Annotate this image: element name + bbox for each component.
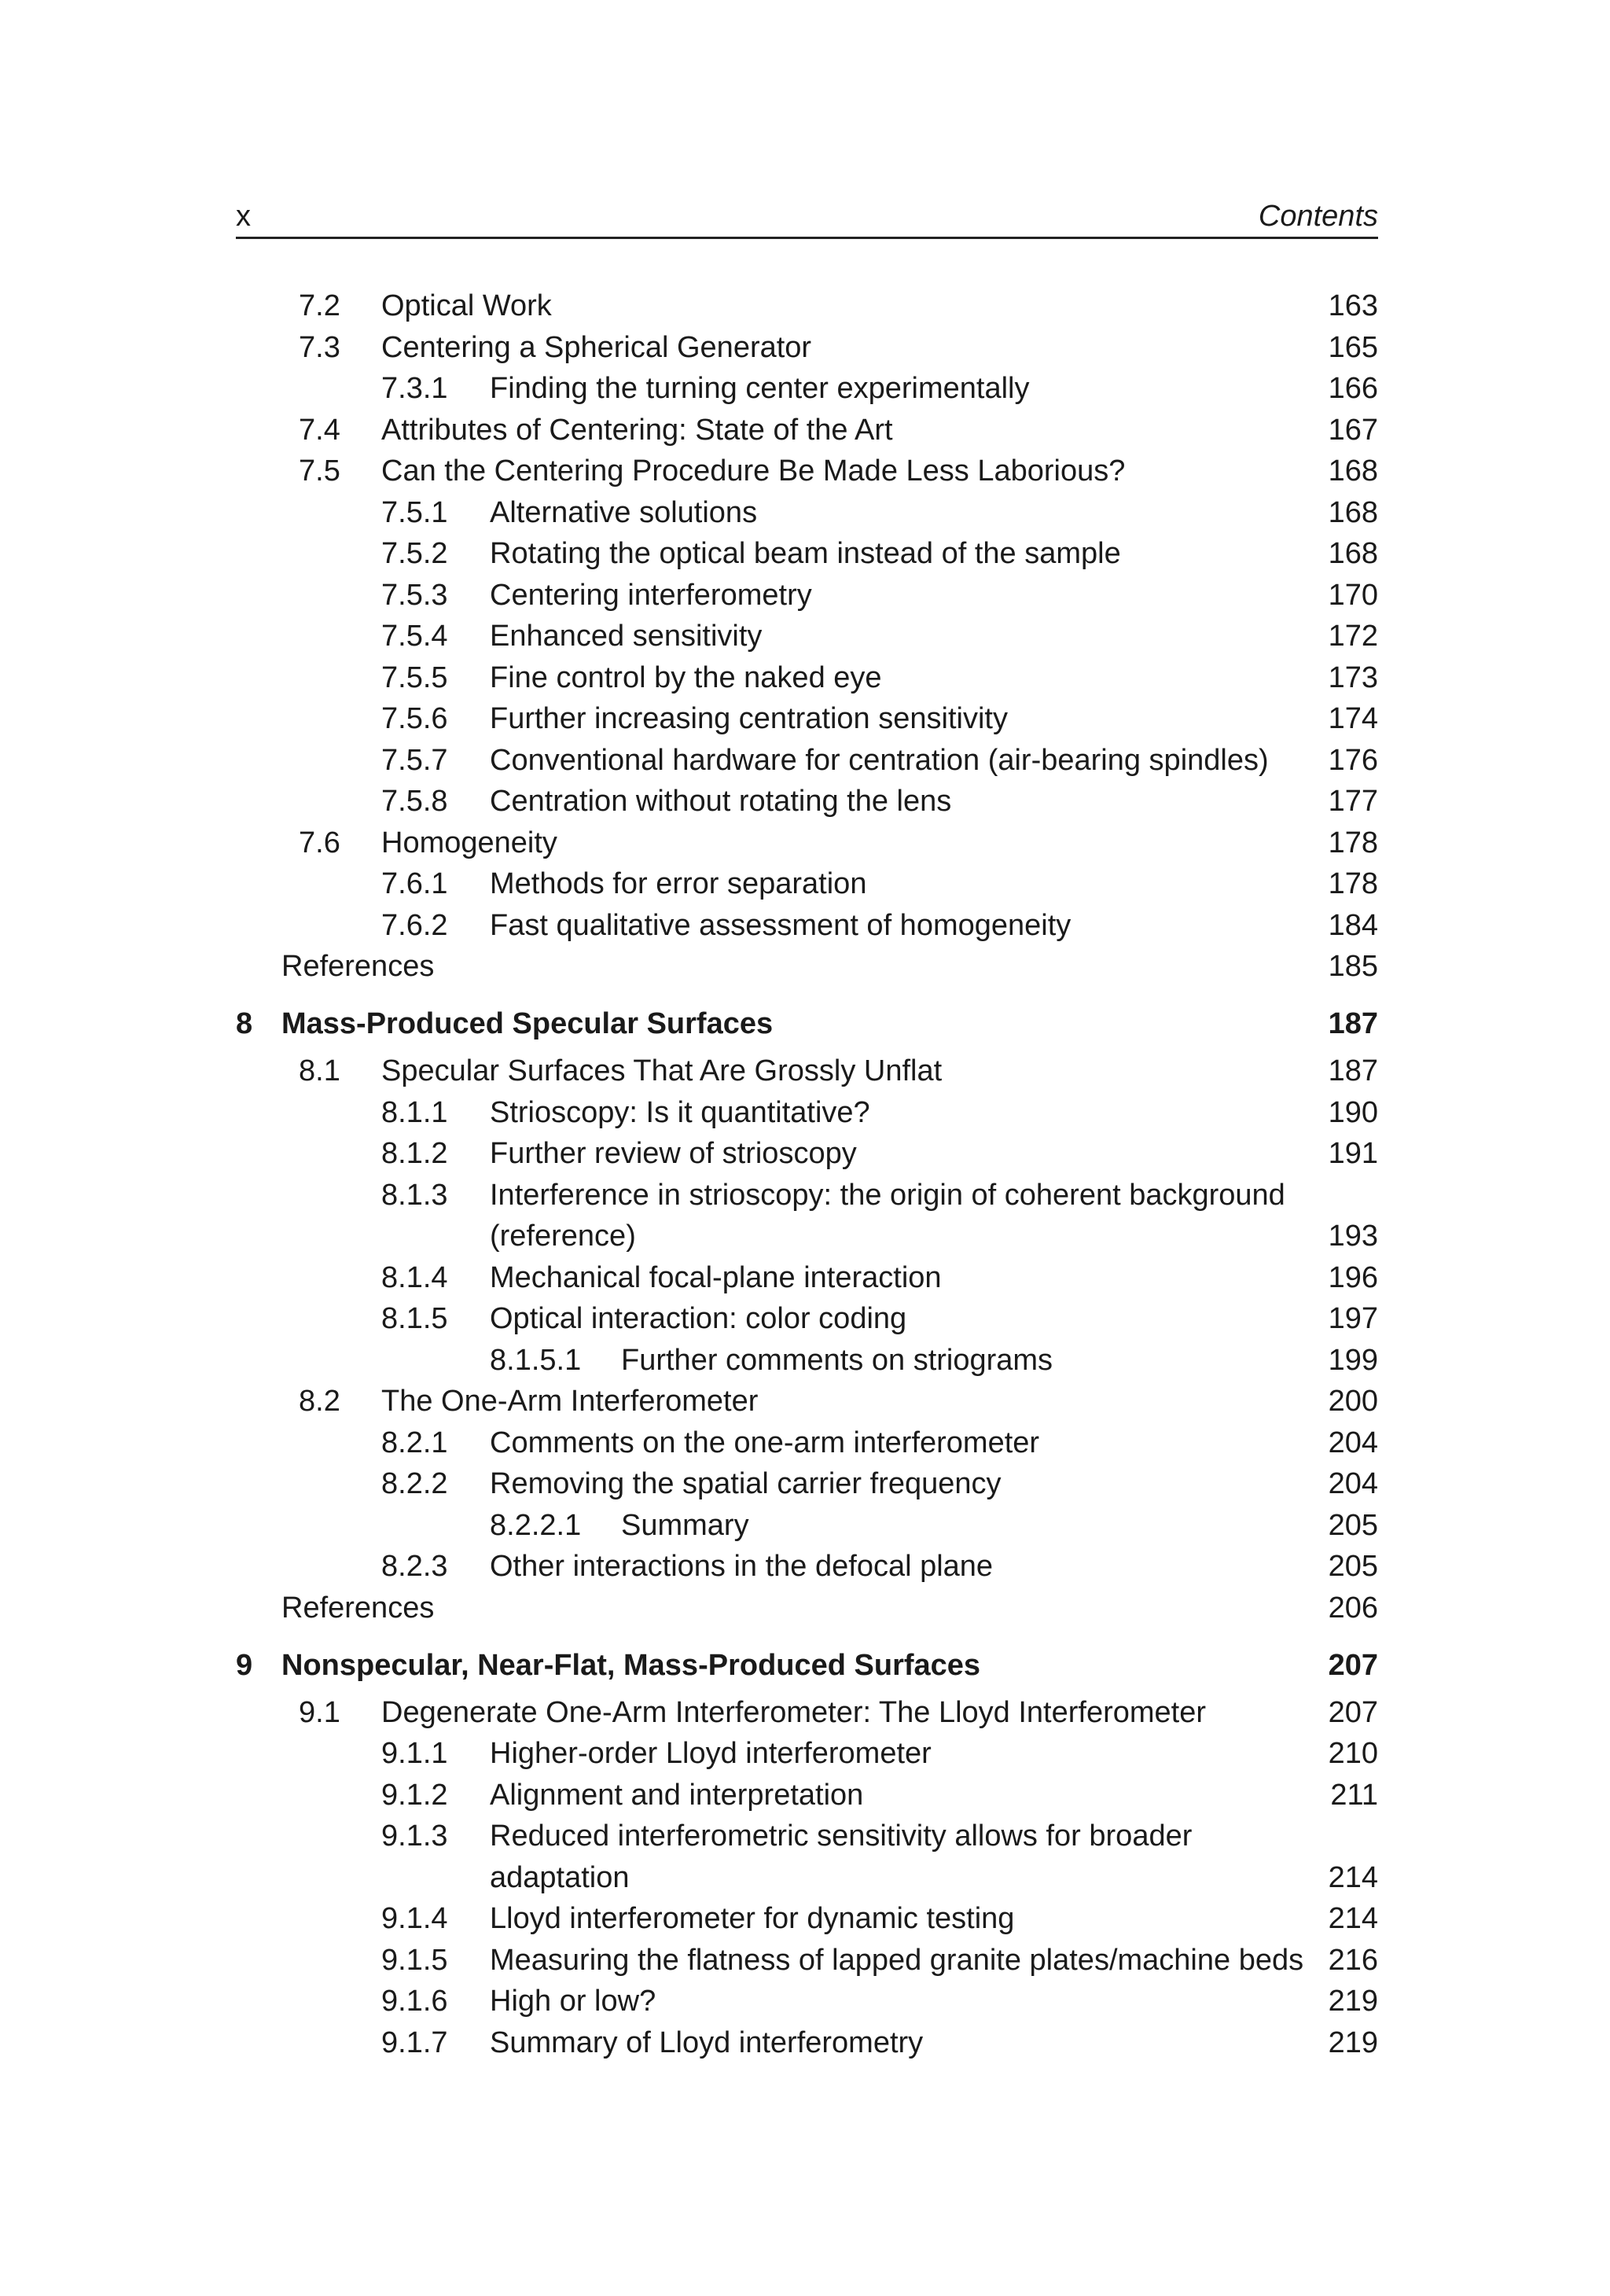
toc-entry-title: Centering a Spherical Generator [381, 331, 812, 364]
toc-entry-title: Other interactions in the defocal plane [490, 1550, 994, 1583]
toc-entry-page: 174 [1328, 702, 1378, 735]
page-folio: x [236, 200, 251, 233]
toc-entry-number: 9.1.7 [381, 2026, 448, 2059]
toc-entry-number: 9.1.5 [381, 1944, 448, 1977]
toc-references-entry [0, 948, 1610, 984]
toc-entry [0, 1942, 1610, 1978]
toc-entry-page: 214 [1328, 1861, 1378, 1894]
toc-entry [0, 1342, 1610, 1378]
toc-entry-page: 216 [1328, 1944, 1378, 1977]
toc-entry-page: 168 [1328, 454, 1378, 488]
toc-entry-title: Measuring the flatness of lapped granite plates/machine beds [490, 1944, 1304, 1977]
toc-entry-title: Optical Work [381, 289, 552, 322]
toc-entry-page: 219 [1328, 2026, 1378, 2059]
toc-entry-page: 177 [1328, 785, 1378, 818]
toc-entry-title: Fine control by the naked eye [490, 661, 882, 694]
toc-entry-title: Mechanical focal-plane interaction [490, 1261, 942, 1294]
toc-entry-page: 205 [1328, 1550, 1378, 1583]
toc-entry-title: Finding the turning center experimentally [490, 372, 1030, 405]
toc-entry-page: 204 [1328, 1467, 1378, 1500]
toc-entry-number: 8.2.1 [381, 1426, 448, 1459]
toc-chapter-entry [0, 1006, 1610, 1042]
toc-entry [0, 370, 1610, 407]
running-title: Contents [1258, 200, 1378, 233]
toc-entry [0, 1548, 1610, 1584]
toc-entry-page: 211 [1330, 1779, 1378, 1812]
toc-entry-page: 176 [1328, 744, 1378, 777]
toc-entry [0, 1383, 1610, 1419]
toc-entry-title: Centering interferometry [490, 579, 812, 612]
toc-entry-title: Attributes of Centering: State of the Art [381, 414, 893, 447]
toc-entry-number: 8.1.2 [381, 1137, 448, 1170]
toc-entry-number: 7.6.1 [381, 867, 448, 900]
toc-entry-page: 210 [1328, 1737, 1378, 1770]
toc-entry [0, 453, 1610, 489]
toc-entry [0, 742, 1610, 778]
toc-entry-page: 190 [1328, 1096, 1378, 1129]
toc-entry-number: 9.1.1 [381, 1737, 448, 1770]
toc-entry [0, 412, 1610, 448]
toc-entry [0, 783, 1610, 819]
toc-entry-title: Methods for error separation [490, 867, 867, 900]
toc-entry-page: 168 [1328, 496, 1378, 529]
toc-entry [0, 1425, 1610, 1461]
toc-entry-number: 9.1.6 [381, 1985, 448, 2018]
toc-entry [0, 866, 1610, 902]
toc-entry [0, 535, 1610, 572]
toc-entry [0, 1177, 1610, 1213]
toc-entry [0, 1900, 1610, 1937]
toc-entry [0, 577, 1610, 613]
toc-entry-number: 7.5.7 [381, 744, 448, 777]
toc-entry [0, 1053, 1610, 1089]
toc-entry-page: 206 [1328, 1591, 1378, 1624]
toc-entry [0, 1507, 1610, 1544]
toc-entry-number: 8.1.4 [381, 1261, 448, 1294]
toc-entry-title: Strioscopy: Is it quantitative? [490, 1096, 870, 1129]
toc-entry-page: 207 [1328, 1696, 1378, 1729]
toc-entry-number: 7.2 [299, 289, 340, 322]
toc-entry-number: 7.5.1 [381, 496, 448, 529]
toc-entry-page: 168 [1328, 537, 1378, 570]
toc-entry-page: 178 [1328, 867, 1378, 900]
toc-entry [0, 329, 1610, 366]
toc-entry-title: Homogeneity [381, 826, 557, 859]
toc-entry-page: 205 [1328, 1509, 1378, 1542]
toc-entry-number: 9.1.3 [381, 1820, 448, 1853]
toc-entry-title: Optical interaction: color coding [490, 1302, 907, 1335]
toc-entry-title: Rotating the optical beam instead of the sample [490, 537, 1121, 570]
toc-entry [0, 825, 1610, 861]
toc-entry-number: 8.1 [299, 1054, 340, 1087]
toc-entry-title: High or low? [490, 1985, 656, 2018]
toc-entry-number: 8 [236, 1007, 253, 1040]
toc-entry-number: 9.1 [299, 1696, 340, 1729]
toc-entry [0, 1301, 1610, 1337]
toc-entry-page: 173 [1328, 661, 1378, 694]
toc-entry-title: Conventional hardware for centration (air-bearing spindles) [490, 744, 1269, 777]
toc-entry-number: 7.5.3 [381, 579, 448, 612]
toc-entry [0, 1466, 1610, 1502]
toc-entry-number: 9.1.2 [381, 1779, 448, 1812]
toc-entry-title: Degenerate One-Arm Interferometer: The Lloyd Interferometer [381, 1696, 1207, 1729]
toc-entry-title: Enhanced sensitivity [490, 620, 763, 653]
toc-entry [0, 495, 1610, 531]
toc-entry [0, 1135, 1610, 1172]
toc-entry-page: 207 [1328, 1649, 1378, 1682]
toc-entry-title: Further comments on striograms [621, 1344, 1053, 1377]
toc-entry-page: 200 [1328, 1385, 1378, 1418]
toc-entry-page: 199 [1328, 1344, 1378, 1377]
toc-entry-page: 219 [1328, 1985, 1378, 2018]
toc-entry-title: Summary of Lloyd interferometry [490, 2026, 924, 2059]
toc-entry [0, 618, 1610, 654]
toc-entry-page: 191 [1328, 1137, 1378, 1170]
toc-entry [0, 1218, 1610, 1254]
toc-entry-number: 8.2.2 [381, 1467, 448, 1500]
toc-entry-title: Further review of strioscopy [490, 1137, 857, 1170]
toc-entry-title: Centration without rotating the lens [490, 785, 952, 818]
toc-entry-number: 7.5.8 [381, 785, 448, 818]
toc-entry [0, 1095, 1610, 1131]
toc-entry-title: Nonspecular, Near-Flat, Mass-Produced Surfaces [281, 1649, 981, 1682]
toc-entry [0, 1694, 1610, 1731]
toc-entry-page: 197 [1328, 1302, 1378, 1335]
toc-entry-title: References [281, 1591, 435, 1624]
toc-entry-number: 9 [236, 1649, 253, 1682]
toc-entry [0, 1818, 1610, 1854]
toc-entry-title: Further increasing centration sensitivity [490, 702, 1008, 735]
toc-entry-page: 166 [1328, 372, 1378, 405]
toc-entry-title: Higher-order Lloyd interferometer [490, 1737, 932, 1770]
toc-entry-title: Alternative solutions [490, 496, 758, 529]
toc-entry-page: 178 [1328, 826, 1378, 859]
toc-entry-title: Summary [621, 1509, 749, 1542]
toc-entry [0, 2025, 1610, 2061]
toc-entry-page: 163 [1328, 289, 1378, 322]
toc-entry-number: 9.1.4 [381, 1902, 448, 1935]
toc-entry [0, 701, 1610, 737]
toc-entry-number: 8.1.5.1 [490, 1344, 582, 1377]
toc-entry-title: Mass-Produced Specular Surfaces [281, 1007, 774, 1040]
toc-entry-title: The One-Arm Interferometer [381, 1385, 759, 1418]
toc-entry-title: Reduced interferometric sensitivity allows for broader [490, 1820, 1193, 1853]
toc-entry [0, 660, 1610, 696]
toc-entry-page: 193 [1328, 1220, 1378, 1253]
toc-entry-number: 7.3.1 [381, 372, 448, 405]
toc-entry-number: 7.5 [299, 454, 340, 488]
toc-entry-title: References [281, 950, 435, 983]
toc-entry-number: 8.2.2.1 [490, 1509, 582, 1542]
toc-chapter-entry [0, 1647, 1610, 1683]
toc-entry [0, 1860, 1610, 1896]
toc-entry-page: 167 [1328, 414, 1378, 447]
toc-entry-number: 8.1.3 [381, 1179, 448, 1212]
toc-entry-page: 187 [1328, 1007, 1378, 1040]
toc-entry-title: Alignment and interpretation [490, 1779, 864, 1812]
toc-entry-page: 187 [1328, 1054, 1378, 1087]
toc-entry-number: 7.4 [299, 414, 340, 447]
toc-entry-number: 7.6 [299, 826, 340, 859]
toc-entry-page: 196 [1328, 1261, 1378, 1294]
toc-entry-number: 7.5.5 [381, 661, 448, 694]
toc-entry [0, 1983, 1610, 2019]
toc-entry-number: 8.2.3 [381, 1550, 448, 1583]
toc-entry [0, 288, 1610, 324]
toc-entry-number: 8.1.1 [381, 1096, 448, 1129]
toc-entry-title: Fast qualitative assessment of homogeneity [490, 909, 1071, 942]
toc-entry-page: 165 [1328, 331, 1378, 364]
toc-entry-number: 8.1.5 [381, 1302, 448, 1335]
toc-references-entry [0, 1590, 1610, 1626]
toc-entry-title: Specular Surfaces That Are Grossly Unflat [381, 1054, 943, 1087]
toc-entry [0, 1735, 1610, 1772]
toc-entry-number: 7.3 [299, 331, 340, 364]
toc-entry [0, 907, 1610, 944]
toc-entry-title: Lloyd interferometer for dynamic testing [490, 1902, 1015, 1935]
toc-entry-number: 7.5.6 [381, 702, 448, 735]
toc-entry-number: 8.2 [299, 1385, 340, 1418]
toc-entry-page: 172 [1328, 620, 1378, 653]
toc-entry-title: Can the Centering Procedure Be Made Less Laborious? [381, 454, 1126, 488]
toc-entry [0, 1777, 1610, 1813]
toc-entry-title: Interference in strioscopy: the origin of coherent background [490, 1179, 1285, 1212]
toc-entry-title: Removing the spatial carrier frequency [490, 1467, 1002, 1500]
toc-entry-title: (reference) [490, 1220, 636, 1253]
toc-entry-title: adaptation [490, 1861, 630, 1894]
toc-entry-number: 7.6.2 [381, 909, 448, 942]
toc-entry-page: 214 [1328, 1902, 1378, 1935]
toc-entry-page: 184 [1328, 909, 1378, 942]
toc-entry-page: 185 [1328, 950, 1378, 983]
toc-entry-title: Comments on the one-arm interferometer [490, 1426, 1040, 1459]
toc-entry-page: 204 [1328, 1426, 1378, 1459]
toc-entry [0, 1260, 1610, 1296]
toc-entry-number: 7.5.4 [381, 620, 448, 653]
toc-entry-number: 7.5.2 [381, 537, 448, 570]
toc-entry-page: 170 [1328, 579, 1378, 612]
